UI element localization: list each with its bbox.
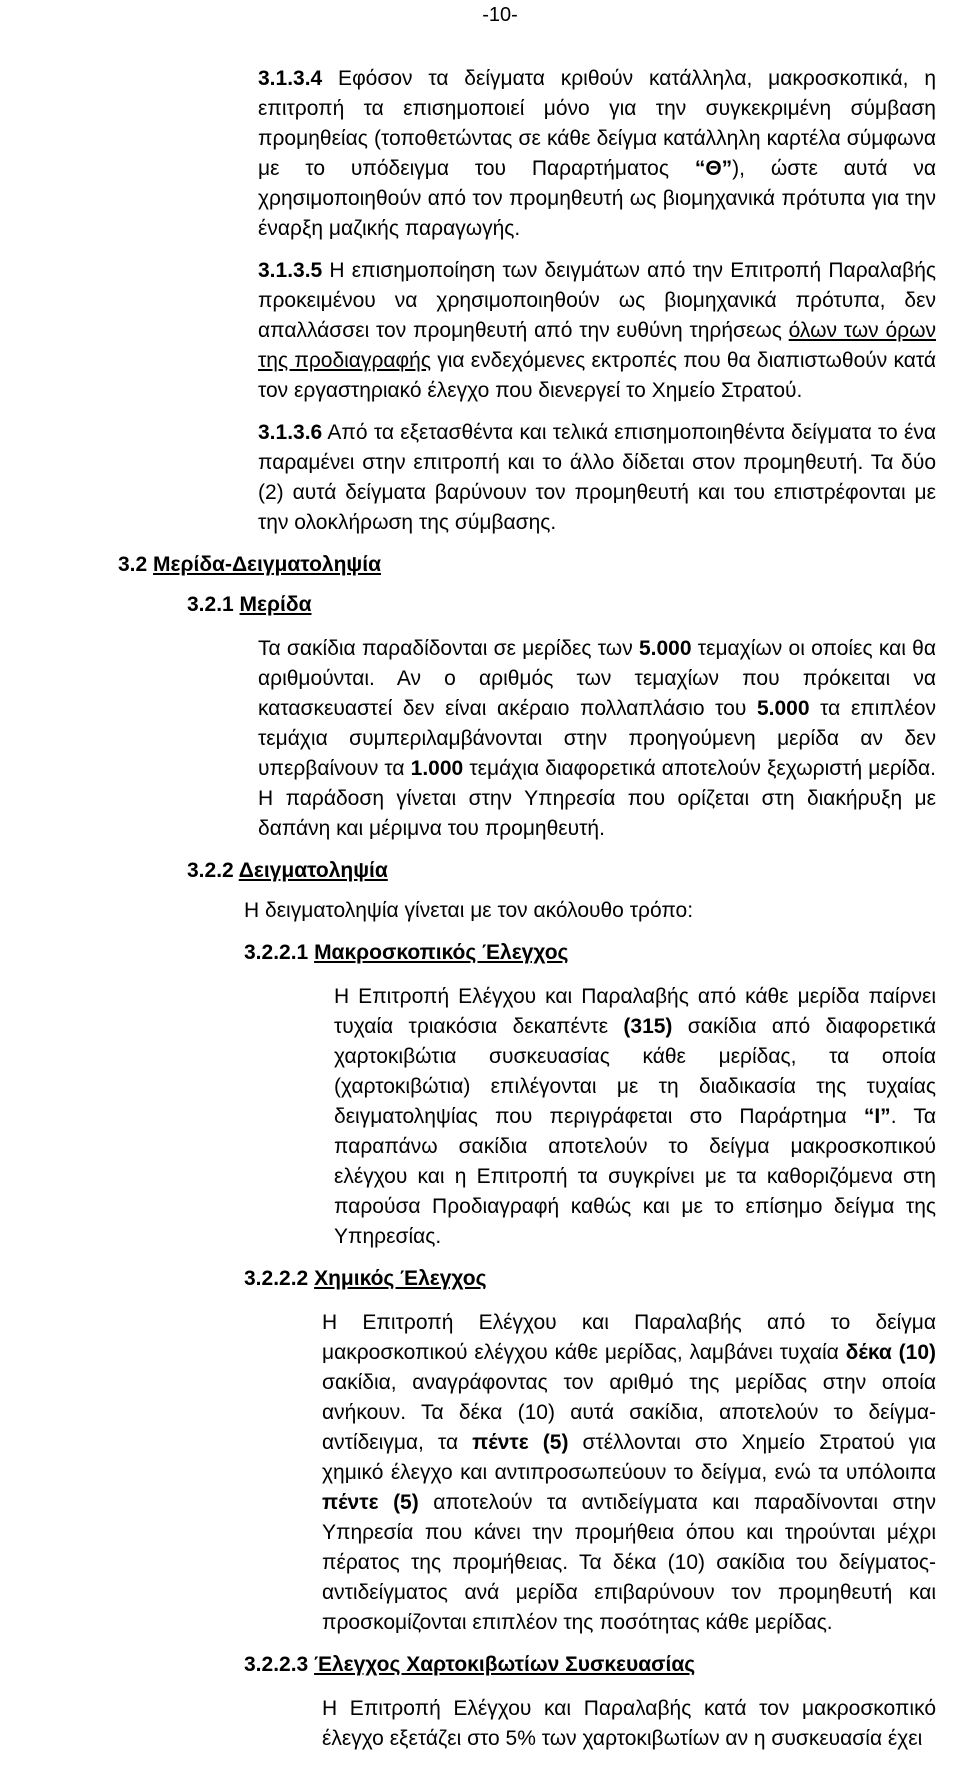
heading-3-2-2-3 (4, 1650, 936, 1680)
bold-number: 5.000 (756, 697, 810, 720)
paragraph-3-1-3-4 (4, 64, 936, 244)
text-run: αποτελούν τα αντιδείγματα και παραδίνονται στην Υπηρεσία που κάνει την προμήθεια όπου και τηρούνται μέχρι πέρατος της προμήθειας. Τα δέκα (10) σακίδια του δείγματος-αντιδείγματος ανά μερίδα επιβαρύνουν τον προμηθευτή και προσκομίζονται επιπλέον της ποσότητας κάθε μερίδας. (322, 1491, 936, 1634)
text-run: . Τα παραπάνω σακίδια αποτελούν το δείγμα μακροσκοπικού ελέγχου και η Επιτροπή τα συγκρίνει με τα καθοριζόμενα στη παρούσα Προδιαγραφή καθώς και με το επίσημο δείγμα της Υπηρεσίας. (334, 1105, 936, 1248)
underlined-phrase: όλων των όρων της προδιαγραφής (258, 319, 936, 372)
paragraph-text: Εφόσον τα δείγματα κριθούν κατάλληλα, μακροσκοπικά, η επιτροπή τα επισημοποιεί μόνο για την συγκεκριμένη σύμβαση προμηθείας (τοποθετώντας σε κάθε δείγμα κατάλληλη καρτέλα σύμφωνα με το υπόδειγμα του Παραρτήματος (258, 67, 936, 180)
bold-number: 1.000 (410, 757, 464, 780)
paragraph-3-2-2-2 (4, 1308, 936, 1638)
bold-number: (315) (623, 1015, 673, 1038)
heading-title: Χημικός Έλεγχος (314, 1267, 487, 1290)
heading-title: Μερίδα-Δειγματοληψία (153, 553, 381, 576)
text-run: τα επιπλέον τεμάχια συμπεριλαμβάνονται στην προηγούμενη μερίδα αν δεν υπερβαίνουν τα (258, 697, 936, 780)
paragraph-3-2-2-1 (4, 982, 936, 1252)
heading-title: Έλεγχος Χαρτοκιβωτίων Συσκευασίας (314, 1653, 696, 1676)
text-run: σακίδια από διαφορετικά χαρτοκιβώτια συσκευασίας κάθε μερίδας, τα οποία (χαρτοκιβώτια) επιλέγονται με τη διαδικασία της τυχαίας δειγματοληψίας που περιγράφεται στο Παράρτημα (334, 1015, 936, 1128)
text-run: τεμαχίων οι οποίες και θα αριθμούνται. Αν ο αριθμός των τεμαχίων που πρόκειται να κατασκευαστεί δεν είναι ακέραιο πολλαπλάσιο του (258, 637, 936, 720)
bold-number: πέντε (5) (472, 1431, 569, 1454)
bold-number: δέκα (10) (845, 1341, 936, 1364)
page-number: -10- (482, 4, 518, 26)
paragraph-text-tail: για ενδεχόμενες εκτροπές που θα διαπιστωθούν κατά τον εργαστηριακό έλεγχο που διενεργεί το Χημείο Στρατού. (258, 349, 936, 402)
heading-3-2 (4, 550, 936, 580)
document-body (4, 64, 936, 1766)
heading-title: Μακροσκοπικός Έλεγχος (314, 941, 569, 964)
heading-number: 3.2.2.1 (244, 941, 315, 964)
paragraph-3-2-2-3: Η Επιτροπή Ελέγχου και Παραλαβής κατά τον μακροσκοπικό έλεγχο εξετάζει στο 5% των χαρτοκιβωτίων αν η συσκευασία έχει (322, 1697, 936, 1750)
section-number: 3.1.3.4 (258, 67, 323, 90)
heading-3-2-1 (4, 590, 936, 620)
heading-number: 3.2.2.2 (244, 1267, 315, 1290)
text-run: Τα σακίδια παραδίδονται σε μερίδες των (258, 637, 639, 660)
sampling-intro-line: Η δειγματοληψία γίνεται με τον ακόλουθο τρόπο: (244, 899, 694, 922)
text-run: στέλλονται στο Χημείο Στρατού για χημικό έλεγχο και αντιπροσωπεύουν το δείγμα, ενώ τα υπόλοιπα (322, 1431, 936, 1484)
bold-number: 5.000 (638, 637, 692, 660)
text-run: Η Επιτροπή Ελέγχου και Παραλαβής από κάθε μερίδα παίρνει τυχαία τριακόσια δεκαπέντε (334, 985, 936, 1038)
bold-number: πέντε (5) (322, 1491, 419, 1514)
heading-number: 3.2.1 (187, 593, 240, 616)
heading-title: Δειγματοληψία (238, 859, 388, 882)
heading-3-2-2-2 (4, 1264, 936, 1294)
paragraph-text: Η επισημοποίηση των δειγμάτων από την Επιτροπή Παραλαβής προκειμένου να χρησιμοποιηθούν ως βιομηχανικά πρότυπα, δεν απαλλάσσει τον προμηθευτή από την ευθύνη τηρήσεως (258, 259, 936, 342)
heading-title: Μερίδα (239, 593, 312, 616)
heading-number: 3.2.2 (187, 859, 239, 882)
annex-reference: “Θ” (694, 157, 733, 180)
heading-number: 3.2.2.3 (244, 1653, 315, 1676)
heading-3-2-2 (4, 856, 936, 886)
text-run: Η Επιτροπή Ελέγχου και Παραλαβής από το δείγμα μακροσκοπικού ελέγχου κάθε μερίδας, λαμβάνει τυχαία (322, 1311, 936, 1364)
text-run: σακίδια, αναγράφοντας τον αριθμό της μερίδας στην οποία ανήκουν. Τα δέκα (10) αυτά σακίδια, αποτελούν το δείγμα-αντίδειγμα, τα (322, 1371, 936, 1454)
annex-reference: “Ι” (863, 1105, 891, 1128)
paragraph-3-1-3-5 (4, 256, 936, 406)
paragraph-text-tail: ), ώστε αυτά να χρησιμοποιηθούν από τον προμηθευτή ως βιομηχανικά πρότυπα για την έναρξη μαζικής παραγωγής. (258, 157, 937, 240)
heading-3-2-2-1 (4, 938, 936, 968)
section-number: 3.1.3.5 (258, 259, 323, 282)
text-run: τεμάχια διαφορετικά αποτελούν ξεχωριστή μερίδα. Η παράδοση γίνεται στην Υπηρεσία που ορίζεται στη διακήρυξη με δαπάνη και μέριμνα του προμηθευτή. (258, 757, 937, 840)
paragraph-3-1-3-6 (4, 418, 936, 538)
heading-number: 3.2 (118, 553, 154, 576)
paragraph-3-2-1 (4, 634, 936, 844)
paragraph-text: Από τα εξετασθέντα και τελικά επισημοποιηθέντα δείγματα το ένα παραμένει στην επιτροπή και το άλλο δίδεται στον προμηθευτή. Τα δύο (2) αυτά δείγματα βαρύνουν τον προμηθευτή και του επιστρέφονται με την ολοκλήρωση της σύμβασης. (258, 421, 936, 534)
section-number: 3.1.3.6 (258, 421, 323, 444)
